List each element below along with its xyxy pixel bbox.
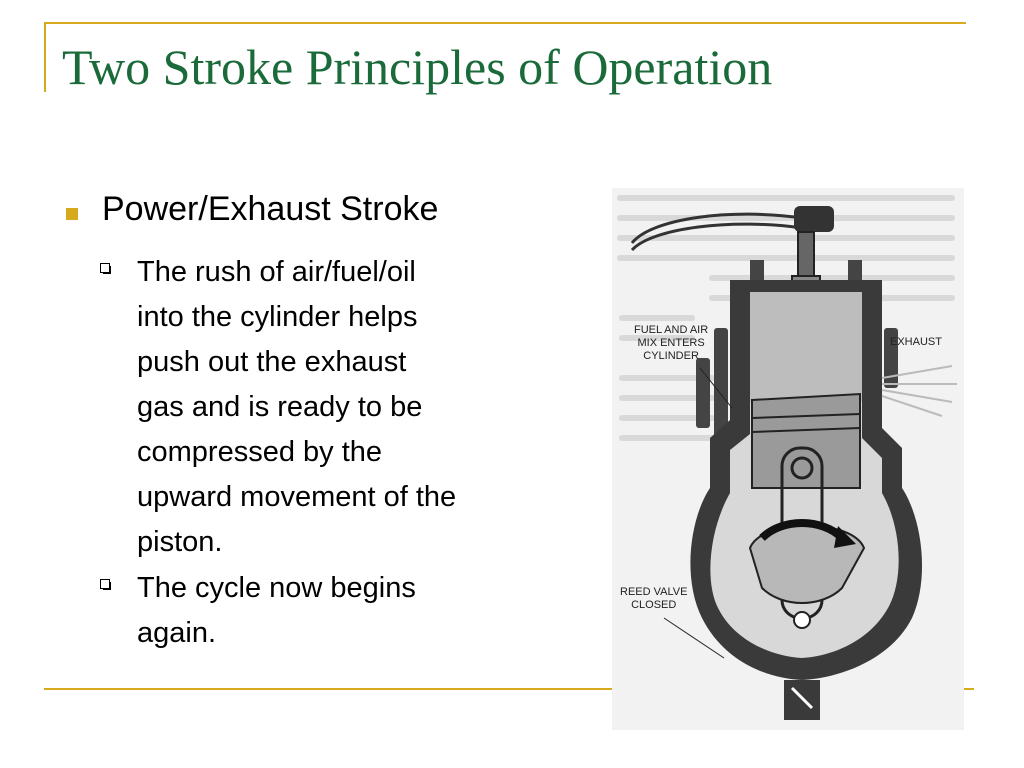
checkbox-bullet-icon [100, 263, 110, 273]
bullet-square-icon [66, 208, 78, 220]
two-stroke-engine-diagram [612, 188, 964, 730]
reed-valve-label: REED VALVE CLOSED [620, 586, 688, 612]
exhaust-label: EXHAUST [890, 336, 942, 348]
slide-title: Two Stroke Principles of Operation [62, 39, 773, 95]
bullet-power-exhaust-stroke: Power/Exhaust Stroke [102, 190, 439, 228]
top-border-line [44, 22, 966, 24]
left-border-line [44, 22, 46, 92]
sub-bullet-2-text: The cycle now begins again. [137, 572, 416, 649]
fuel-air-label: FUEL AND AIR MIX ENTERS CYLINDER [634, 324, 709, 363]
sub-bullet-1-text: The rush of air/fuel/oil into the cylinder helps push out the exhaust gas and is ready to be compressed by the upward movement of the piston. [137, 256, 457, 558]
engine-diagram-svg [612, 188, 964, 730]
checkbox-bullet-icon [100, 579, 110, 589]
